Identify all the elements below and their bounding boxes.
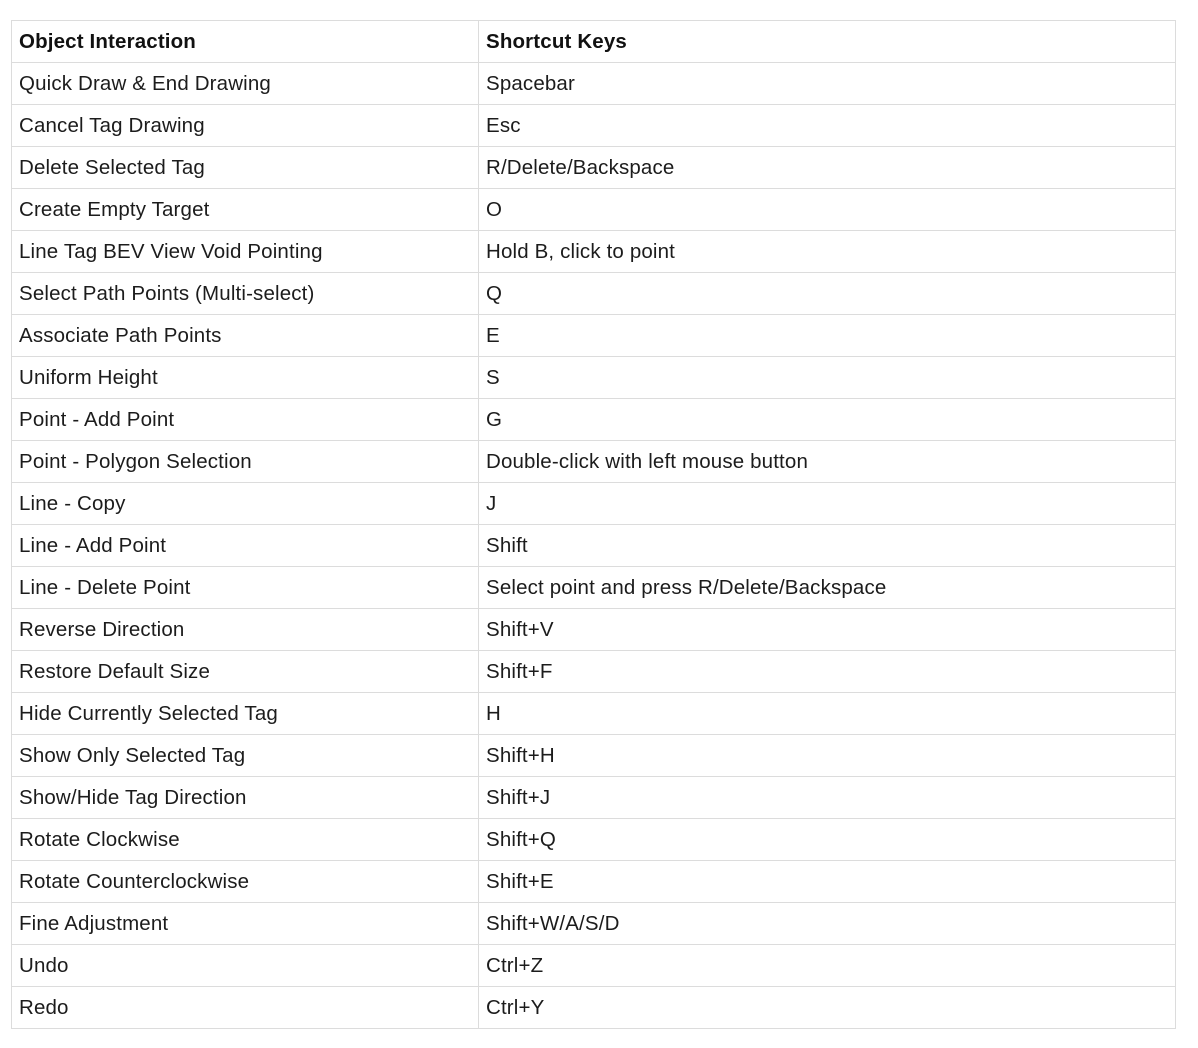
shortcut-cell: Shift+F [479, 651, 1176, 693]
table-row [12, 525, 1176, 567]
table-row [12, 231, 1176, 273]
action-cell: Point - Polygon Selection [12, 441, 479, 483]
shortcut-cell: Esc [479, 105, 1176, 147]
shortcut-cell: Shift+J [479, 777, 1176, 819]
table-row [12, 567, 1176, 609]
shortcut-cell: E [479, 315, 1176, 357]
action-cell: Rotate Clockwise [12, 819, 479, 861]
action-cell: Rotate Counterclockwise [12, 861, 479, 903]
shortcut-cell: Shift+W/A/S/D [479, 903, 1176, 945]
header-row [12, 21, 1176, 63]
table-header [12, 21, 1176, 63]
shortcut-cell: Double-click with left mouse button [479, 441, 1176, 483]
action-cell: Associate Path Points [12, 315, 479, 357]
header-shortcut-keys: Shortcut Keys [479, 21, 1176, 63]
table-row [12, 861, 1176, 903]
shortcut-cell: Shift+Q [479, 819, 1176, 861]
action-cell: Point - Add Point [12, 399, 479, 441]
table-row [12, 315, 1176, 357]
action-cell: Uniform Height [12, 357, 479, 399]
table-row [12, 903, 1176, 945]
action-cell: Show/Hide Tag Direction [12, 777, 479, 819]
shortcut-cell: S [479, 357, 1176, 399]
shortcut-cell: G [479, 399, 1176, 441]
shortcut-cell: R/Delete/Backspace [479, 147, 1176, 189]
action-cell: Line - Delete Point [12, 567, 479, 609]
table-row [12, 189, 1176, 231]
action-cell: Hide Currently Selected Tag [12, 693, 479, 735]
action-cell: Redo [12, 987, 479, 1029]
table-body [12, 63, 1176, 1029]
table-row [12, 609, 1176, 651]
action-cell: Select Path Points (Multi-select) [12, 273, 479, 315]
action-cell: Show Only Selected Tag [12, 735, 479, 777]
action-cell: Cancel Tag Drawing [12, 105, 479, 147]
shortcut-cell: Ctrl+Y [479, 987, 1176, 1029]
shortcut-cell: Select point and press R/Delete/Backspace [479, 567, 1176, 609]
action-cell: Line Tag BEV View Void Pointing [12, 231, 479, 273]
shortcut-cell: Shift+H [479, 735, 1176, 777]
table-row [12, 441, 1176, 483]
shortcut-cell: Ctrl+Z [479, 945, 1176, 987]
table-row [12, 273, 1176, 315]
shortcut-cell: Q [479, 273, 1176, 315]
action-cell: Quick Draw & End Drawing [12, 63, 479, 105]
action-cell: Reverse Direction [12, 609, 479, 651]
shortcut-cell: Shift [479, 525, 1176, 567]
table-row [12, 987, 1176, 1029]
table-row [12, 483, 1176, 525]
shortcut-cell: O [479, 189, 1176, 231]
action-cell: Create Empty Target [12, 189, 479, 231]
shortcut-cell: H [479, 693, 1176, 735]
action-cell: Delete Selected Tag [12, 147, 479, 189]
table-row [12, 693, 1176, 735]
table-row [12, 651, 1176, 693]
table-row [12, 819, 1176, 861]
action-cell: Undo [12, 945, 479, 987]
shortcut-cell: Spacebar [479, 63, 1176, 105]
action-cell: Line - Add Point [12, 525, 479, 567]
shortcut-table-container [11, 20, 1175, 1029]
header-object-interaction: Object Interaction [12, 21, 479, 63]
table-row [12, 399, 1176, 441]
table-row [12, 63, 1176, 105]
table-row [12, 105, 1176, 147]
table-row [12, 777, 1176, 819]
action-cell: Line - Copy [12, 483, 479, 525]
table-row [12, 147, 1176, 189]
table-row [12, 357, 1176, 399]
shortcut-cell: Shift+E [479, 861, 1176, 903]
table-row [12, 735, 1176, 777]
action-cell: Restore Default Size [12, 651, 479, 693]
shortcut-cell: Hold B, click to point [479, 231, 1176, 273]
shortcut-cell: J [479, 483, 1176, 525]
shortcut-table [11, 20, 1176, 1029]
table-row [12, 945, 1176, 987]
shortcut-cell: Shift+V [479, 609, 1176, 651]
action-cell: Fine Adjustment [12, 903, 479, 945]
